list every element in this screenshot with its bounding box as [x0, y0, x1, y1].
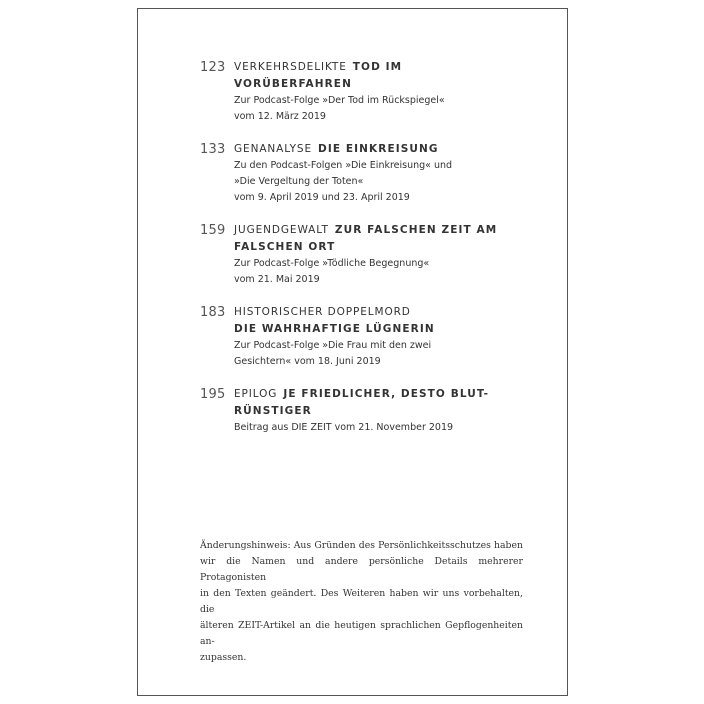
toc-page-number: 159 [200, 223, 226, 238]
toc-page-number: 183 [200, 305, 226, 320]
toc-page-number: 133 [200, 142, 226, 157]
toc-entry [200, 222, 520, 288]
toc-title: DIE WAHRHAFTIGE LÜGNERIN [234, 323, 435, 335]
notice-line: zupassen. [200, 652, 247, 663]
toc-title: JE FRIEDLICHER, DESTO BLUT- [283, 388, 490, 400]
notice-line: in den Texten geändert. Des Weiteren haben wir uns vorbehalten, die [200, 588, 523, 615]
toc-entry [200, 304, 520, 370]
toc-category: EPILOG [234, 388, 278, 400]
toc-heading-continuation [234, 321, 520, 338]
toc-heading-continuation [234, 239, 520, 256]
table-of-contents [200, 59, 520, 452]
toc-heading [234, 59, 520, 93]
toc-subtitle-line: »Die Vergeltung der Toten« [234, 176, 364, 187]
toc-subtitle-line: Zur Podcast-Folge »Der Tod im Rückspiegel« [234, 95, 445, 106]
toc-subtitle-line: vom 9. April 2019 und 23. April 2019 [234, 192, 410, 203]
toc-subtitle-line: Gesichtern« vom 18. Juni 2019 [234, 356, 381, 367]
toc-category: VERKEHRSDELIKTE [234, 61, 347, 73]
toc-entry [200, 59, 520, 125]
toc-title: ZUR FALSCHEN ZEIT AM [334, 224, 498, 236]
notice-line: älteren ZEIT-Artikel an die heutigen sprachlichen Gepflogenheiten an- [200, 620, 523, 647]
toc-category: JUGENDGEWALT [234, 224, 329, 236]
toc-heading [234, 141, 520, 158]
toc-heading-continuation [234, 403, 520, 420]
toc-subtitle-line: Beitrag aus DIE ZEIT vom 21. November 2019 [234, 422, 454, 433]
toc-subtitle-line: vom 12. März 2019 [234, 111, 326, 122]
toc-title: TOD IM VORÜBERFAHREN [234, 61, 403, 90]
toc-heading [234, 386, 520, 403]
notice-line: Änderungshinweis: Aus Gründen des Persönlichkeitsschutzes haben [200, 540, 523, 551]
toc-subtitle-line: Zu den Podcast-Folgen »Die Einkreisung« und [234, 160, 453, 171]
toc-title: RÜNSTIGER [234, 405, 312, 417]
notice-line: wir die Namen und andere persönliche Details mehrerer Protagonisten [200, 556, 523, 583]
toc-title: DIE EINKREISUNG [318, 143, 439, 155]
toc-entry [200, 141, 520, 206]
toc-category: HISTORISCHER DOPPELMORD [234, 306, 411, 318]
toc-heading [234, 304, 520, 321]
book-page [137, 8, 568, 696]
toc-title: FALSCHEN ORT [234, 241, 336, 253]
toc-page-number: 123 [200, 60, 226, 75]
change-notice [200, 538, 523, 666]
toc-heading [234, 222, 520, 239]
toc-subtitle-line: Zur Podcast-Folge »Tödliche Begegnung« [234, 258, 430, 269]
toc-entry [200, 386, 520, 436]
toc-subtitle-line: vom 21. Mai 2019 [234, 274, 320, 285]
toc-page-number: 195 [200, 387, 226, 402]
toc-category: GENANALYSE [234, 143, 313, 155]
toc-subtitle-line: Zur Podcast-Folge »Die Frau mit den zwei [234, 340, 432, 351]
